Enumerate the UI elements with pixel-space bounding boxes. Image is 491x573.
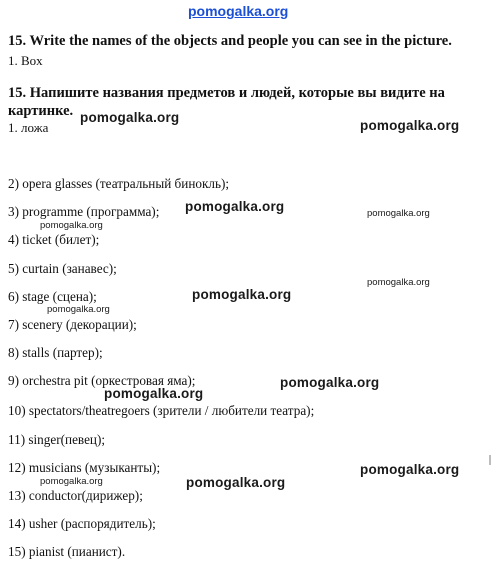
list-item: 5) curtain (занавес);: [8, 261, 117, 276]
list-item: 2) opera glasses (театральный бинокль);: [8, 176, 230, 191]
site-watermark-link[interactable]: pomogalka.org: [188, 3, 289, 19]
list-item: 10) spectators/theatregoers (зрители / любители театра);: [8, 403, 315, 418]
task-15-heading-ru-line2: картинке.: [8, 103, 74, 119]
watermark: pomogalka.org: [367, 208, 430, 219]
task-15-heading-en: 15. Write the names of the objects and people you can see in the picture.: [8, 33, 452, 49]
list-item: 9) orchestra pit (оркестровая яма);: [8, 373, 196, 388]
watermark: pomogalka.org: [80, 110, 180, 125]
watermark: pomogalka.org: [280, 375, 380, 390]
watermark: pomogalka.org: [360, 462, 460, 477]
watermark: pomogalka.org: [40, 220, 103, 231]
list-item: 11) singer(певец);: [8, 432, 106, 447]
watermark: pomogalka.org: [192, 287, 292, 302]
task-15-heading-ru-line1: 15. Напишите названия предметов и людей, которые вы видите на: [8, 85, 445, 101]
list-item: 12) musicians (музыканты);: [8, 460, 161, 475]
list-item: 15) pianist (пианист).: [8, 544, 126, 559]
list-item: 3) programme (программа);: [8, 204, 160, 219]
watermark: pomogalka.org: [104, 386, 204, 401]
list-item: 13) conductor(дирижер);: [8, 488, 143, 503]
list-item: 8) stalls (партер);: [8, 345, 103, 360]
watermark: pomogalka.org: [360, 118, 460, 133]
task-15-answer-ru: 1. ложа: [8, 120, 49, 135]
list-item: 14) usher (распорядитель);: [8, 516, 156, 531]
watermark: pomogalka.org: [186, 475, 286, 490]
watermark: pomogalka.org: [185, 199, 285, 214]
watermark: pomogalka.org: [40, 476, 103, 487]
watermark: pomogalka.org: [367, 277, 430, 288]
watermark: pomogalka.org: [47, 304, 110, 315]
list-item: 7) scenery (декорации);: [8, 317, 137, 332]
task-15-answer-en: 1. Box: [8, 53, 43, 68]
list-item: 6) stage (сцена);: [8, 289, 97, 304]
list-item: 4) ticket (билет);: [8, 232, 100, 247]
